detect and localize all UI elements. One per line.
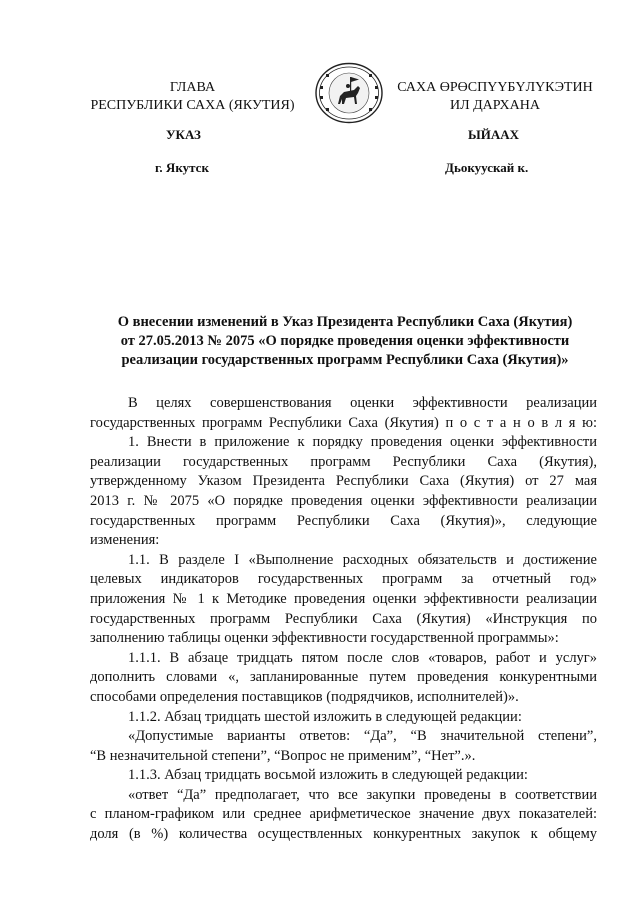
header-right-block — [390, 79, 600, 115]
header-left-line2: РЕСПУБЛИКИ САХА (ЯКУТИЯ) — [90, 98, 295, 113]
sakha-emblem-icon — [314, 62, 384, 124]
body-line: изменения: — [90, 532, 160, 549]
decree-body — [90, 394, 597, 845]
body-line: с планом-графиком или среднее арифметическое значение двух показателей: — [90, 806, 597, 823]
doc-type-ru: УКАЗ — [166, 127, 201, 142]
body-line: 1.1.1. В абзаце тридцать пятом после слов «товаров, работ и услуг» — [128, 649, 597, 666]
body-line: государственных программ Республики Саха (Якутия)», следующие — [90, 512, 597, 529]
body-line: 1. Внести в приложение к порядку проведения оценки эффективности — [128, 434, 597, 451]
body-line: доля (в %) количества осуществленных конкурентных закупок к общему — [90, 826, 597, 843]
body-line: государственных программ Республики Саха (Якутия) п о с т а н о в л я ю: — [90, 414, 597, 431]
doc-type-sakha: ЫЙААХ — [468, 127, 520, 142]
header-right-line2: ИЛ ДАРХАНА — [449, 98, 540, 113]
title-line-3: реализации государственных программ Республики Саха (Якутия)» — [121, 352, 569, 368]
body-line: приложения № 1 к Методике проведения оценки эффективности реализации — [90, 590, 597, 607]
decree-title — [80, 313, 610, 370]
body-line: реализации государственных программ Республики Саха (Якутия), — [90, 453, 597, 470]
body-line: государственных программ Республики Саха (Якутия) «Инструкция по — [90, 610, 597, 627]
body-line: «ответ “Да” предполагает, что все закупки проведены в соответствии — [128, 786, 597, 803]
body-line: “В незначительной степени”, “Вопрос не применим”, “Нет”.». — [90, 747, 476, 764]
body-line: 1.1.2. Абзац тридцать шестой изложить в следующей редакции: — [128, 708, 522, 725]
body-line: В целях совершенствования оценки эффективности реализации — [128, 395, 597, 411]
body-line: 1.1.3. Абзац тридцать восьмой изложить в следующей редакции: — [128, 767, 528, 784]
body-line: 1.1. В разделе I «Выполнение расходных обязательств и достижение — [128, 551, 597, 568]
body-line: способами определения поставщиков (подрядчиков, исполнителей)». — [90, 688, 519, 705]
body-line: заполнению таблицы оценки эффективности государственной программы»: — [90, 630, 559, 647]
body-line: «Допустимые варианты ответов: “Да”, “В значительной степени”, — [128, 728, 597, 745]
body-line: целевых индикаторов государственных программ за отчетный год» — [90, 571, 597, 588]
body-line: утвержденному Указом Президента Республики Саха (Якутия) от 27 мая — [90, 473, 597, 490]
title-line-2: от 27.05.2013 № 2075 «О порядке проведения оценки эффективности — [120, 333, 570, 349]
city-sakha: Дьокуускай к. — [445, 160, 529, 175]
city-ru: г. Якутск — [155, 160, 209, 175]
header-right-line1: САХА ӨРӨСПҮҮБҮЛҮКЭТИН — [397, 80, 593, 95]
title-line-1: О внесении изменений в Указ Президента Республики Саха (Якутия) — [117, 314, 573, 330]
body-line: 2013 г. № 2075 «О порядке проведения оценки эффективности реализации — [90, 492, 597, 509]
header-left-block — [75, 79, 310, 115]
body-line: дополнить словами «, запланированные путем проведения конкурентными — [90, 669, 597, 686]
header-left-line1: ГЛАВА — [169, 80, 216, 95]
